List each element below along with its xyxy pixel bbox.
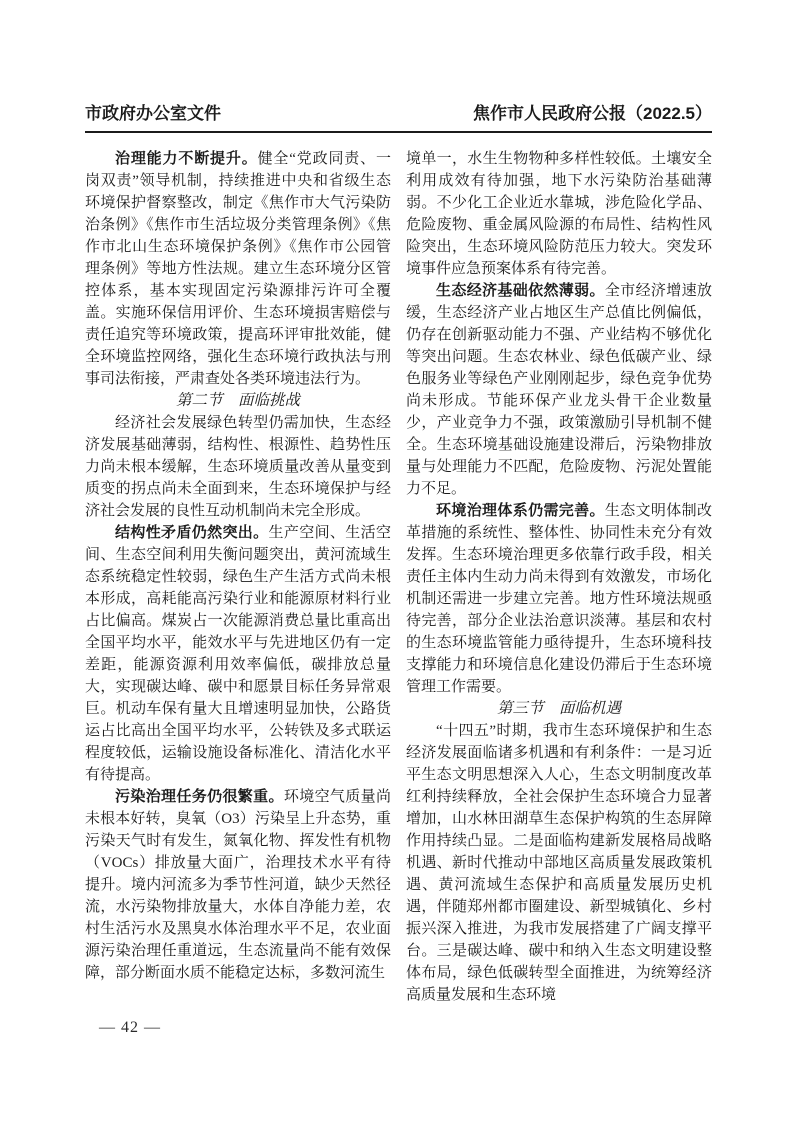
paragraph: “十四五”时期，我市生态环境保护和生态经济发展面临诸多机遇和有利条件：一是习近平生态文明思想深入人心，生态文明制度改革红利持续释放，全社会保护生态环境合力显著增加，山水林田湖草生态保护构筑的生态屏障作用持续凸显。二是面临构建新发展格局战略机遇、新时代推动中部地区高质量发展政策机遇、黄河流域生态保护和高质量发展历史机遇，伴随郑州都市圈建设、新型城镇化、乡村振兴深入推进，为我市发展搭建了广阔支撑平台。三是碳达峰、碳中和纳入生态文明建设整体布局，绿色低碳转型全面推进，为统筹经济高质量发展和生态环境 (406, 723, 712, 1003)
page-number: — 42 — (99, 1019, 161, 1036)
paragraph-text: 环境空气质量尚未根本好转，臭氧（O3）污染呈上升态势，重污染天气时有发生，氮氧化物、挥发性有机物（VOCs）排放量大面广，治理技术水平有待提升。境内河流多为季节性河道，缺少天然径流，水污染物排放量大，水体自净能力差，农村生活污水及黑臭水体治理水平不足，农业面源污染治理任重道远，生态流量尚不能有效保障，部分断面水质不能稳定达标，多数河流生 (85, 789, 391, 981)
paragraph (85, 786, 391, 984)
paragraph-lead: 结构性矛盾仍然突出。 (115, 524, 269, 541)
paragraph-lead: 治理能力不断提升。 (115, 150, 258, 167)
paragraph (406, 500, 712, 698)
page-content (85, 104, 712, 1006)
paragraph-text: 生态文明体制改革措施的系统性、整体性、协同性未充分有效发挥。生态环境治理更多依靠行政手段，相关责任主体内生动力尚未得到有效激发，市场化机制还需进一步建立完善。地方性环境法规亟待完善，部分企业法治意识淡薄。基层和农村的生态环境监管能力亟待提升，生态环境科技支撑能力和环境信息化建设仍滞后于生态环境管理工作需要。 (406, 503, 712, 695)
document-header (85, 104, 712, 133)
paragraph: 经济社会发展绿色转型仍需加快，生态经济发展基础薄弱，结构性、根源性、趋势性压力尚未根本缓解，生态环境质量改善从量变到质变的拐点尚未全面到来，生态环境保护与经济社会发展的良性互动机制尚未完全形成。 (85, 415, 391, 519)
section-heading: 第二节 面临挑战 (175, 392, 300, 409)
paragraph-lead: 生态经济基础依然薄弱。 (436, 282, 605, 299)
left-column (85, 148, 391, 1006)
paragraph-text: 全市经济增速放缓，生态经济产业占地区生产总值比例偏低，仍存在创新驱动能力不强、产业结构不够优化等突出问题。生态农林业、绿色低碳产业、绿色服务业等绿色产业刚刚起步，绿色竞争优势尚未形成。节能环保产业龙头骨干企业数量少，产业竞争力不强，政策激励引导机制不健全。生态环境基础设施建设滞后，污染物排放量与处理能力不匹配，危险废物、污泥处置能力不足。 (406, 283, 712, 497)
paragraph-text: 健全“党政同责、一岗双责”领导机制，持续推进中央和省级生态环境保护督察整改，制定《焦作市大气污染防治条例》《焦作市生活垃圾分类管理条例》《焦作市北山生态环境保护条例》《焦作市公园管理条例》等地方性法规。建立生态环境分区管控体系，基本实现固定污染源排污许可全覆盖。实施环保信用评价、生态环境损害赔偿与责任追究等环境政策，提高环评审批效能，健全环境监控网络，强化生态环境行政执法与刑事司法衔接，严肃查处各类环境违法行为。 (85, 151, 391, 387)
right-column (406, 148, 712, 1006)
paragraph-text: 生产空间、生活空间、生态空间利用失衡问题突出，黄河流域生态系统稳定性较弱，绿色生产生活方式尚未根本形成，高耗能高污染行业和能源原材料行业占比偏高。煤炭占一次能源消费总量比重高出全国平均水平，能效水平与先进地区仍有一定差距，能源资源利用效率偏低，碳排放总量大，实现碳达峰、碳中和愿景目标任务异常艰巨。机动车保有量大且增速明显加快，公路货运占比高出全国平均水平，公转铁及多式联运程度较低，运输设施设备标准化、清洁化水平有待提高。 (85, 525, 391, 783)
section-heading: 第三节 面临机遇 (496, 700, 621, 717)
paragraph (85, 148, 391, 390)
paragraph-lead: 污染治理任务仍很繁重。 (115, 788, 284, 805)
paragraph-lead: 环境治理体系仍需完善。 (436, 502, 605, 519)
header-left-title: 市政府办公室文件 (85, 104, 221, 123)
paragraph (406, 280, 712, 500)
paragraph-continuation: 境单一，水生生物物种多样性较低。土壤安全利用成效有待加强，地下水污染防治基础薄弱。不少化工企业近水靠城，涉危险化学品、危险废物、重金属风险源的布局性、结构性风险突出，生态环境风险防范压力较大。突发环境事件应急预案体系有待完善。 (406, 151, 712, 277)
two-column-layout (85, 148, 712, 1006)
header-right-title: 焦作市人民政府公报（2022.5） (473, 104, 712, 123)
paragraph (85, 522, 391, 786)
